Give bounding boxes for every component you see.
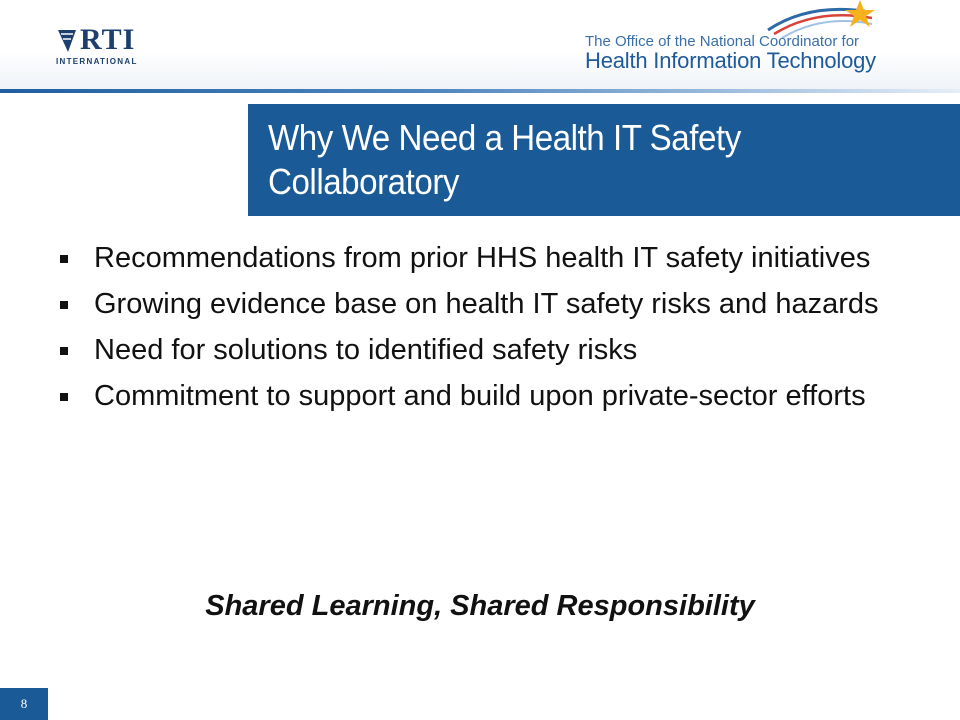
- square-bullet-icon: [60, 347, 68, 355]
- rti-logo-word: RTI: [80, 23, 136, 56]
- page-number-badge: [0, 688, 48, 720]
- bullet-text: Need for solutions to identified safety risks: [94, 334, 638, 366]
- bullet-item: [58, 286, 888, 322]
- bullet-item: [58, 378, 888, 414]
- bullet-text: Growing evidence base on health IT safety risks and hazards: [94, 288, 879, 320]
- slide-tagline: Shared Learning, Shared Responsibility: [205, 590, 755, 622]
- bullet-item: [58, 240, 888, 276]
- bullet-text: Commitment to support and build upon private-sector efforts: [94, 380, 866, 412]
- bullet-text: Recommendations from prior HHS health IT safety initiatives: [94, 242, 871, 274]
- page-number: 8: [20, 696, 28, 711]
- bullet-list: [58, 240, 888, 424]
- rti-logo: [56, 23, 152, 70]
- square-bullet-icon: [60, 301, 68, 309]
- square-bullet-icon: [60, 393, 68, 401]
- header-divider: [0, 89, 960, 93]
- slide-title: Why We Need a Health IT Safety Collaboratory: [268, 117, 741, 202]
- onc-logo-line1: The Office of the National Coordinator for: [585, 33, 860, 50]
- slide-header: [0, 0, 960, 92]
- title-band: [248, 104, 960, 216]
- square-bullet-icon: [60, 255, 68, 263]
- rti-globe-icon: [56, 26, 80, 54]
- onc-logo-line2: Health Information Technology: [585, 48, 876, 73]
- bullet-item: [58, 332, 888, 368]
- rti-logo-subtitle: INTERNATIONAL: [56, 57, 138, 66]
